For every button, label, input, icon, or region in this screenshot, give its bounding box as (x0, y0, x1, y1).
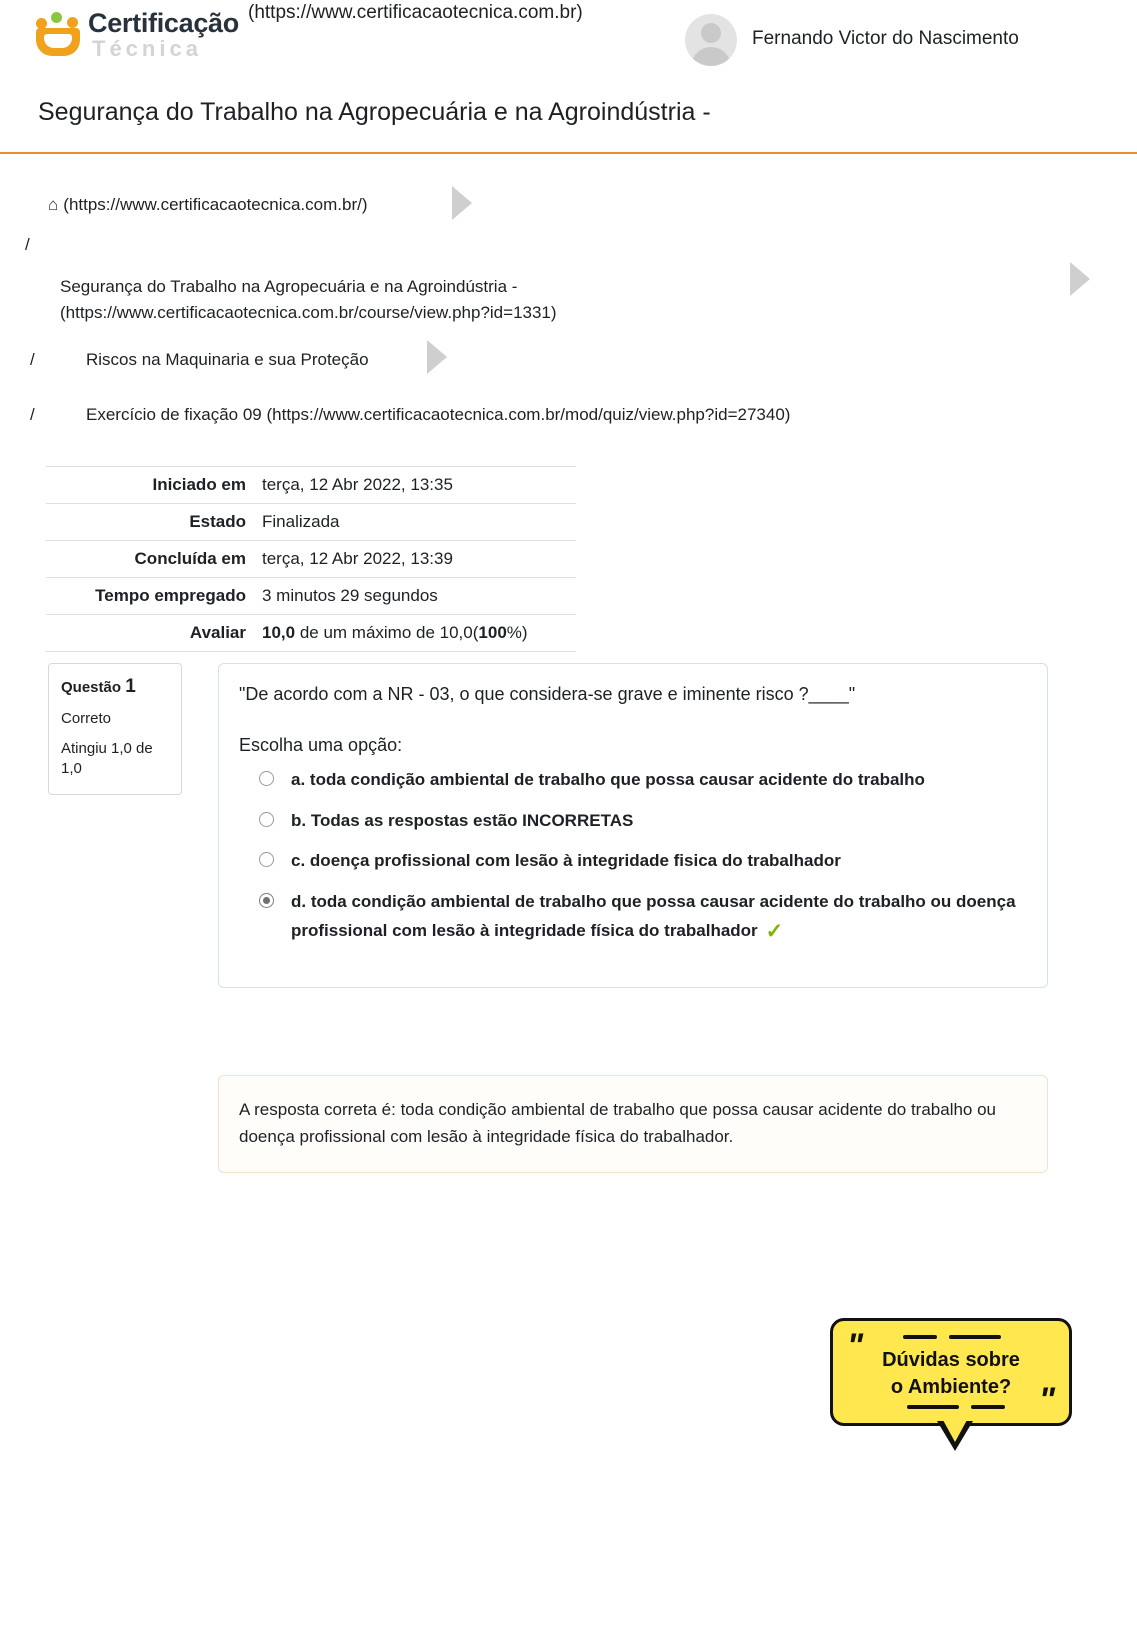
user-name[interactable]: Fernando Victor do Nascimento (752, 28, 1019, 49)
logo-book-icon (36, 28, 80, 56)
avatar-head-icon (701, 23, 721, 43)
bubble-decor-line-icon (971, 1405, 1005, 1409)
table-row (46, 541, 576, 578)
page-header (0, 0, 1137, 154)
table-row (46, 504, 576, 541)
logo-text-main: Certificação (88, 8, 239, 38)
option-letter-d: d. (291, 891, 307, 911)
bubble-decor-line-icon (903, 1335, 937, 1339)
breadcrumb-arrow-icon (427, 340, 447, 374)
question-label (61, 676, 171, 698)
home-icon: ⌂ (48, 195, 59, 214)
breadcrumb-item-home[interactable] (48, 192, 368, 218)
breadcrumb-separator: / (30, 405, 35, 424)
option-letter-b: b. (291, 810, 307, 830)
help-chat-line2: o Ambiente? (890, 1376, 1012, 1398)
option-text-a: toda condição ambiental de trabalho que possa causar acidente do trabalho (309, 770, 925, 789)
page-title: Segurança do Trabalho na Agropecuária e na Agroindústria - (38, 98, 711, 126)
answer-option-c[interactable] (239, 849, 1025, 874)
answer-feedback: A resposta correta é: toda condição ambiental de trabalho que possa causar acidente do trabalho ou doença profissional com lesão à integridade física do trabalhador. (218, 1075, 1048, 1173)
breadcrumb-separator: / (25, 235, 30, 254)
answer-option-d[interactable] (239, 890, 1025, 945)
question-grade: Atingiu 1,0 de 1,0 (61, 740, 153, 778)
summary-value-state: Finalizada (262, 512, 340, 531)
summary-label-state: Estado (189, 512, 246, 531)
summary-label-started: Iniciado em (152, 475, 246, 494)
summary-label-completed: Concluída em (134, 549, 246, 568)
table-row (46, 467, 576, 504)
page-next-arrow-icon[interactable] (1070, 262, 1090, 296)
table-row (46, 578, 576, 615)
summary-label-time: Tempo empregado (95, 586, 246, 605)
choose-one-label: Escolha uma opção: (239, 735, 403, 755)
summary-value-grade (258, 615, 576, 652)
summary-value-completed: terça, 12 Abr 2022, 13:39 (262, 549, 453, 568)
question-info-box (48, 663, 182, 795)
question-text: "De acordo com a NR - 03, o que considera-se grave e iminente risco ?____" (239, 684, 856, 704)
answer-option-a[interactable] (239, 768, 1025, 793)
grade-percent: 100 (478, 623, 507, 642)
option-text-c: doença profissional com lesão à integridade fisica do trabalhador (309, 851, 841, 871)
radio-icon-d[interactable] (259, 893, 274, 908)
help-chat-bubble[interactable] (830, 1318, 1072, 1426)
table-row (46, 615, 576, 652)
radio-icon-c[interactable] (259, 852, 274, 867)
bubble-decor-line-icon (949, 1335, 1001, 1339)
avatar-body-icon (691, 47, 731, 66)
correct-check-icon: ✓ (765, 919, 784, 943)
option-text-b: Todas as respostas estão INCORRETAS (310, 810, 634, 830)
summary-value-time: 3 minutos 29 segundos (262, 586, 438, 605)
option-letter-a: a. (291, 770, 306, 789)
summary-label-grade: Avaliar (189, 623, 246, 642)
question-state: Correto (61, 710, 112, 727)
quote-left-icon: " (847, 1327, 864, 1365)
grade-score: 10,0 (262, 623, 296, 642)
site-url-link[interactable]: (https://www.certificacaotecnica.com.br) (248, 2, 583, 23)
breadcrumb-item-quiz[interactable]: Exercício de fixação 09 (https://www.certificacaotecnica.com.br/mod/quiz/view.php?id=27340) (86, 405, 791, 424)
quote-right-icon: " (1038, 1381, 1055, 1419)
radio-icon-a[interactable] (259, 771, 274, 786)
bubble-decor-line-icon (907, 1405, 959, 1409)
question-body (218, 663, 1048, 988)
breadcrumb-home-label: (https://www.certificacaotecnica.com.br/) (63, 195, 368, 214)
site-logo[interactable] (30, 6, 245, 68)
bubble-tail-icon (937, 1421, 973, 1451)
avatar[interactable] (685, 14, 737, 66)
question-number: 1 (125, 676, 136, 697)
breadcrumb-item-section[interactable]: Riscos na Maquinaria e sua Proteção (86, 350, 369, 369)
question-label-text: Questão (61, 679, 122, 696)
help-chat-line1: Dúvidas sobre (882, 1349, 1020, 1371)
answer-option-b[interactable] (239, 809, 1025, 834)
breadcrumb-arrow-icon (452, 186, 472, 220)
help-chat-text (833, 1347, 1069, 1401)
radio-icon-b[interactable] (259, 812, 274, 827)
option-letter-c: c. (291, 851, 306, 871)
breadcrumb-separator: / (30, 350, 35, 369)
breadcrumb (0, 192, 1137, 442)
logo-text-sub: Técnica (92, 36, 202, 61)
summary-value-started: terça, 12 Abr 2022, 13:35 (262, 475, 453, 494)
attempt-summary-table (46, 466, 576, 652)
grade-suffix: %) (506, 623, 528, 642)
option-text-d: toda condição ambiental de trabalho que possa causar acidente do trabalho ou doença profissional com lesão à integridade física do trabalhador (291, 891, 1016, 940)
grade-middle-text: de um máximo de 10,0( (295, 623, 479, 642)
breadcrumb-item-course[interactable]: Segurança do Trabalho na Agropecuária e na Agroindústria - (https://www.certificacaotecnica.com.br/course/view.php?id=1331) (60, 277, 557, 323)
